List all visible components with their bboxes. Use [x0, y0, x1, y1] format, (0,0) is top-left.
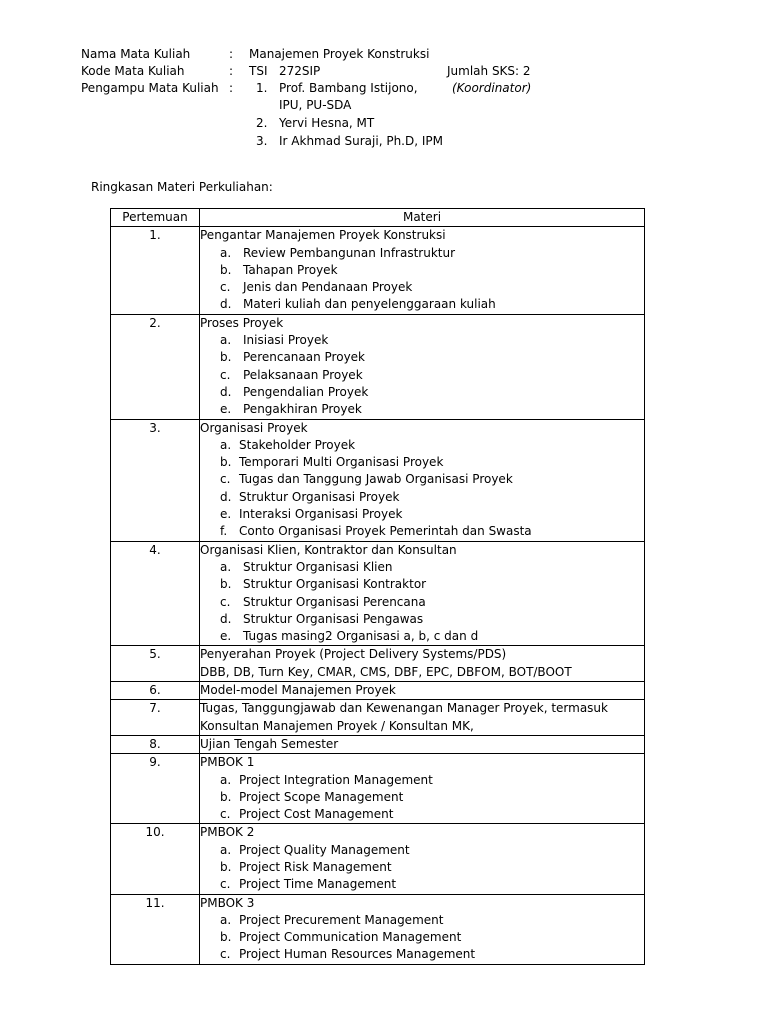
pertemuan-number: 8. [111, 735, 200, 753]
subtopic-text: Struktur Organisasi Pengawas [243, 611, 424, 626]
pertemuan-number: 7. [111, 700, 200, 736]
table-row [111, 646, 645, 682]
materi-topic: Ujian Tengah Semester [200, 736, 339, 751]
materi-subtopic [200, 279, 644, 296]
lecturer-label: Pengampu Mata Kuliah [81, 81, 219, 95]
subtopic-letter: e. [220, 402, 232, 417]
materi-topic: PMBOK 2 [200, 825, 255, 840]
lecturer-name: Ir Akhmad Suraji, Ph.D, IPM [279, 134, 443, 148]
subtopic-text: Review Pembangunan Infrastruktur [243, 245, 456, 260]
materi-cell [200, 735, 645, 753]
summary-title: Ringkasan Materi Perkuliahan: [91, 180, 273, 194]
materi-subtopic [200, 245, 644, 262]
materi-cell [200, 754, 645, 824]
subtopic-text: Inisiasi Proyek [243, 333, 329, 348]
materi-subtopic [200, 611, 644, 628]
subtopic-letter: a. [220, 559, 232, 574]
course-code: 272SIP [279, 64, 321, 78]
materi-subtopic [200, 929, 644, 946]
subtopic-text: Struktur Organisasi Proyek [239, 489, 400, 504]
materi-cell [200, 682, 645, 700]
materi-table [110, 208, 645, 965]
table-header-row [111, 209, 645, 227]
materi-subtopic [200, 437, 644, 454]
materi-subtopic [200, 296, 644, 313]
subtopic-letter: c. [220, 594, 231, 609]
subtopic-letter: d. [220, 384, 232, 399]
materi-topic: Tugas, Tanggungjawab dan Kewenangan Manager Proyek, termasuk [200, 701, 608, 716]
lecturer-number: 3. [256, 134, 268, 148]
materi-topic: PMBOK 3 [200, 895, 255, 910]
subtopic-text: Project Cost Management [239, 807, 394, 822]
materi-subtopic [200, 401, 644, 418]
subtopic-text: Perencanaan Proyek [243, 350, 366, 365]
subtopic-text: Pengakhiran Proyek [243, 402, 362, 417]
materi-topic: PMBOK 1 [200, 755, 255, 770]
table-row [111, 824, 645, 894]
materi-subtopic [200, 946, 644, 963]
subtopic-text: Stakeholder Proyek [239, 437, 356, 452]
materi-subtopic [200, 772, 644, 789]
subtopic-text: Project Time Management [239, 877, 397, 892]
subtopic-text: Tahapan Proyek [243, 262, 338, 277]
subtopic-letter: b. [220, 789, 232, 804]
column-header-materi: Materi [200, 209, 645, 227]
materi-topic: Model-model Manajemen Proyek [200, 683, 396, 698]
materi-topic: Konsultan Manajemen Proyek / Konsultan MK, [200, 718, 474, 733]
lecturer-number: 1. [256, 81, 268, 95]
subtopic-letter: f. [220, 524, 228, 539]
subtopic-letter: d. [220, 611, 232, 626]
subtopic-letter: c. [220, 877, 231, 892]
table-row [111, 419, 645, 541]
table-row [111, 700, 645, 736]
subtopic-letter: c. [220, 807, 231, 822]
subtopic-text: Interaksi Organisasi Proyek [239, 507, 403, 522]
subtopic-text: Temporari Multi Organisasi Proyek [239, 455, 444, 470]
subtopic-letter: e. [220, 629, 232, 644]
materi-subtopic [200, 594, 644, 611]
lecturer-number: 2. [256, 116, 268, 130]
pertemuan-number: 1. [111, 227, 200, 314]
pertemuan-number: 5. [111, 646, 200, 682]
subtopic-letter: a. [220, 842, 232, 857]
materi-subtopic [200, 349, 644, 366]
subtopic-letter: b. [220, 262, 232, 277]
materi-cell [200, 824, 645, 894]
subtopic-text: Project Human Resources Management [239, 947, 476, 962]
colon: : [229, 64, 234, 78]
subtopic-text: Tugas masing2 Organisasi a, b, c dan d [243, 629, 479, 644]
lecturer-role: (Koordinator) [452, 81, 532, 95]
subtopic-text: Pelaksanaan Proyek [243, 367, 363, 382]
subtopic-letter: b. [220, 930, 232, 945]
materi-subtopic [200, 523, 644, 540]
materi-cell [200, 314, 645, 419]
subtopic-text: Struktur Organisasi Perencana [243, 594, 426, 609]
materi-subtopic [200, 367, 644, 384]
course-code-label: Kode Mata Kuliah [81, 64, 185, 78]
subtopic-letter: a. [220, 912, 232, 927]
materi-subtopic [200, 842, 644, 859]
subtopic-text: Project Communication Management [239, 930, 462, 945]
column-header-pertemuan: Pertemuan [111, 209, 200, 227]
materi-subtopic [200, 789, 644, 806]
colon: : [229, 81, 234, 95]
subtopic-text: Project Integration Management [239, 772, 433, 787]
subtopic-text: Conto Organisasi Proyek Pemerintah dan Swasta [239, 524, 532, 539]
materi-topic: Organisasi Klien, Kontraktor dan Konsultan [200, 542, 457, 557]
subtopic-letter: c. [220, 280, 231, 295]
subtopic-text: Project Risk Management [239, 859, 392, 874]
pertemuan-number: 9. [111, 754, 200, 824]
subtopic-letter: a. [220, 437, 232, 452]
materi-cell [200, 541, 645, 646]
table-row [111, 541, 645, 646]
materi-subtopic [200, 876, 644, 893]
subtopic-letter: a. [220, 772, 232, 787]
subtopic-letter: d. [220, 489, 232, 504]
pertemuan-number: 11. [111, 894, 200, 964]
subtopic-letter: b. [220, 350, 232, 365]
materi-topic: Pengantar Manajemen Proyek Konstruksi [200, 228, 446, 243]
materi-cell [200, 700, 645, 736]
sks-label: Jumlah SKS: 2 [447, 64, 531, 78]
materi-subtopic [200, 859, 644, 876]
course-code-prefix: TSI [249, 64, 268, 78]
subtopic-letter: c. [220, 472, 231, 487]
subtopic-text: Tugas dan Tanggung Jawab Organisasi Proyek [239, 472, 513, 487]
table-row [111, 314, 645, 419]
lecturer-name: Prof. Bambang Istijono, [279, 81, 418, 95]
materi-topic: Penyerahan Proyek (Project Delivery Systems/PDS) [200, 647, 507, 662]
course-name-label: Nama Mata Kuliah [81, 47, 191, 61]
materi-subtopic [200, 506, 644, 523]
table-row [111, 894, 645, 964]
lecturer-name-continued: IPU, PU-SDA [279, 98, 352, 112]
subtopic-letter: e. [220, 507, 232, 522]
materi-topic: Proses Proyek [200, 315, 284, 330]
table-row [111, 682, 645, 700]
pertemuan-number: 10. [111, 824, 200, 894]
materi-subtopic [200, 576, 644, 593]
pertemuan-number: 4. [111, 541, 200, 646]
subtopic-letter: a. [220, 333, 232, 348]
materi-subtopic [200, 628, 644, 645]
table-row [111, 735, 645, 753]
materi-subtopic [200, 262, 644, 279]
subtopic-letter: c. [220, 367, 231, 382]
table-row [111, 227, 645, 314]
subtopic-letter: b. [220, 577, 232, 592]
subtopic-letter: b. [220, 859, 232, 874]
subtopic-text: Jenis dan Pendanaan Proyek [243, 280, 413, 295]
subtopic-text: Project Scope Management [239, 789, 404, 804]
materi-topic: Organisasi Proyek [200, 420, 308, 435]
subtopic-letter: c. [220, 947, 231, 962]
materi-subtopic [200, 332, 644, 349]
materi-subtopic [200, 384, 644, 401]
subtopic-text: Struktur Organisasi Klien [243, 559, 393, 574]
pertemuan-number: 2. [111, 314, 200, 419]
subtopic-letter: d. [220, 297, 232, 312]
materi-subtopic [200, 471, 644, 488]
materi-cell [200, 646, 645, 682]
materi-subtopic [200, 559, 644, 576]
subtopic-letter: a. [220, 245, 232, 260]
materi-subtopic [200, 806, 644, 823]
materi-cell [200, 894, 645, 964]
materi-cell [200, 419, 645, 541]
pertemuan-number: 6. [111, 682, 200, 700]
materi-subtopic [200, 489, 644, 506]
materi-topic: DBB, DB, Turn Key, CMAR, CMS, DBF, EPC, DBFOM, BOT/BOOT [200, 664, 572, 679]
subtopic-text: Project Quality Management [239, 842, 410, 857]
subtopic-letter: b. [220, 455, 232, 470]
pertemuan-number: 3. [111, 419, 200, 541]
materi-subtopic [200, 454, 644, 471]
subtopic-text: Materi kuliah dan penyelenggaraan kuliah [243, 297, 496, 312]
subtopic-text: Project Precurement Management [239, 912, 444, 927]
colon: : [229, 47, 234, 61]
lecturer-name: Yervi Hesna, MT [279, 116, 375, 130]
materi-subtopic [200, 912, 644, 929]
materi-cell [200, 227, 645, 314]
subtopic-text: Pengendalian Proyek [243, 384, 369, 399]
table-row [111, 754, 645, 824]
subtopic-text: Struktur Organisasi Kontraktor [243, 577, 427, 592]
course-name: Manajemen Proyek Konstruksi [249, 47, 430, 61]
